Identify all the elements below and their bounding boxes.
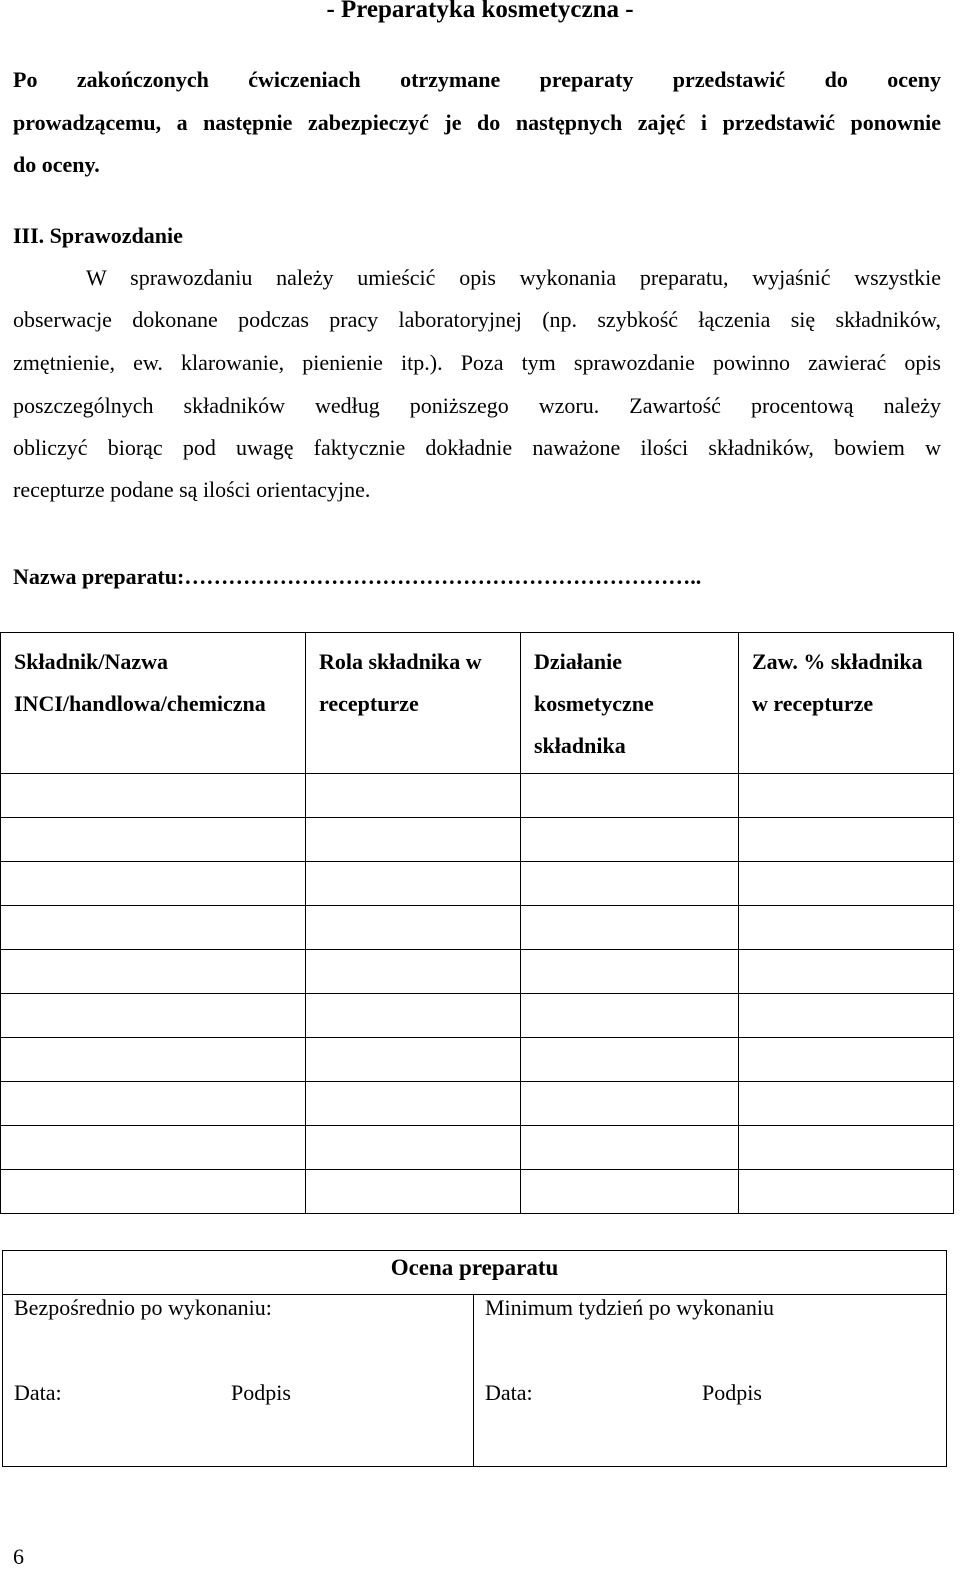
table-cell[interactable]: [739, 774, 954, 818]
header-role-line-1: Rola składnika w: [319, 649, 482, 674]
section-line-2: obserwacje dokonane podczas pracy laboratoryjnej (np. szybkość łączenia się składników,: [13, 307, 941, 332]
table-cell[interactable]: [739, 994, 954, 1038]
table-cell[interactable]: [1, 818, 306, 862]
table-cell[interactable]: [306, 862, 521, 906]
rating-week-label: Minimum tydzień po wykonaniu: [485, 1295, 775, 1320]
table-cell[interactable]: [1, 862, 306, 906]
section-line-6: recepturze podane są ilości orientacyjne.: [13, 477, 371, 502]
header-action-line-2: kosmetyczne: [534, 691, 654, 716]
section-line-4: poszczególnych składników według poniższego wzoru. Zawartość procentową należy: [13, 393, 941, 418]
table-cell[interactable]: [521, 994, 739, 1038]
header-action-line-1: Działanie: [534, 649, 622, 674]
header-role-line-2: recepturze: [319, 691, 419, 716]
section-heading: III. Sprawozdanie: [13, 223, 183, 248]
table-cell[interactable]: [521, 906, 739, 950]
table-row: [1, 862, 954, 906]
table-cell[interactable]: [1, 1170, 306, 1214]
header-action-line-3: składnika: [534, 733, 626, 758]
header-ingredient-line-2: INCI/handlowa/chemiczna: [14, 691, 266, 716]
rating-title: Ocena preparatu: [3, 1251, 946, 1295]
rating-left-date-label: Data:: [14, 1380, 62, 1405]
table-row: [1, 1170, 954, 1214]
table-row: [1, 994, 954, 1038]
table-row: [1, 818, 954, 862]
table-cell[interactable]: [306, 1082, 521, 1126]
table-cell[interactable]: [1, 1082, 306, 1126]
table-cell[interactable]: [1, 906, 306, 950]
table-cell[interactable]: [521, 1126, 739, 1170]
rating-right-date-label: Data:: [485, 1380, 533, 1405]
table-cell[interactable]: [306, 994, 521, 1038]
table-cell[interactable]: [521, 1038, 739, 1082]
table-row: [1, 906, 954, 950]
rating-divider: [473, 1295, 474, 1466]
table-cell[interactable]: [1, 1126, 306, 1170]
table-cell[interactable]: [306, 950, 521, 994]
table-cell[interactable]: [739, 906, 954, 950]
intro-line-1: Po zakończonych ćwiczeniach otrzymane preparaty przedstawić do oceny: [13, 67, 941, 92]
table-cell[interactable]: [306, 1170, 521, 1214]
rating-left-signature-label: Podpis: [231, 1380, 291, 1405]
table-cell[interactable]: [739, 1082, 954, 1126]
table-row: [1, 1082, 954, 1126]
table-cell[interactable]: [521, 862, 739, 906]
ingredients-table: [0, 632, 954, 1214]
header-ingredient-line-1: Składnik/Nazwa: [14, 649, 169, 674]
table-cell[interactable]: [1, 950, 306, 994]
table-cell[interactable]: [521, 774, 739, 818]
rating-immediate-label: Bezpośrednio po wykonaniu:: [14, 1295, 272, 1320]
table-cell[interactable]: [306, 906, 521, 950]
rating-table: [2, 1250, 947, 1467]
table-row: [1, 950, 954, 994]
table-cell[interactable]: [306, 774, 521, 818]
header-action: [521, 633, 739, 774]
section-line-3: zmętnienie, ew. klarowanie, pienienie itp.). Poza tym sprawozdanie powinno zawierać opis: [13, 350, 941, 375]
intro-line-3: do oceny.: [13, 152, 100, 177]
table-cell[interactable]: [521, 818, 739, 862]
table-cell[interactable]: [521, 1170, 739, 1214]
table-cell[interactable]: [739, 818, 954, 862]
table-cell[interactable]: [1, 774, 306, 818]
preparation-name-field: Nazwa preparatu:……………………………………………………………..: [13, 564, 702, 589]
table-cell[interactable]: [1, 1038, 306, 1082]
table-cell[interactable]: [306, 1038, 521, 1082]
table-cell[interactable]: [739, 950, 954, 994]
header-content-line-2: w recepturze: [752, 691, 874, 716]
document-title: - Preparatyka kosmetyczna -: [326, 0, 634, 23]
header-content-line-1: Zaw. % składnika: [752, 649, 923, 674]
table-cell[interactable]: [739, 862, 954, 906]
table-cell[interactable]: [739, 1170, 954, 1214]
header-role: [306, 633, 521, 774]
table-cell[interactable]: [306, 1126, 521, 1170]
table-cell[interactable]: [739, 1126, 954, 1170]
page-number: 6: [13, 1544, 24, 1569]
header-content: [739, 633, 954, 774]
section-line-1: W sprawozdaniu należy umieścić opis wykonania preparatu, wyjaśnić wszystkie: [86, 265, 941, 290]
table-cell[interactable]: [1, 994, 306, 1038]
table-row: [1, 1038, 954, 1082]
table-cell[interactable]: [739, 1038, 954, 1082]
intro-line-2: prowadzącemu, a następnie zabezpieczyć je do następnych zajęć i przedstawić ponownie: [13, 110, 941, 135]
table-row: [1, 1126, 954, 1170]
section-line-5: obliczyć biorąc pod uwagę faktycznie dokładnie naważone ilości składników, bowiem w: [13, 435, 941, 460]
rating-right-signature-label: Podpis: [702, 1380, 762, 1405]
header-ingredient: [1, 633, 306, 774]
table-cell[interactable]: [306, 818, 521, 862]
table-cell[interactable]: [521, 950, 739, 994]
table-cell[interactable]: [521, 1082, 739, 1126]
ingredients-header-row: [1, 633, 954, 774]
table-row: [1, 774, 954, 818]
